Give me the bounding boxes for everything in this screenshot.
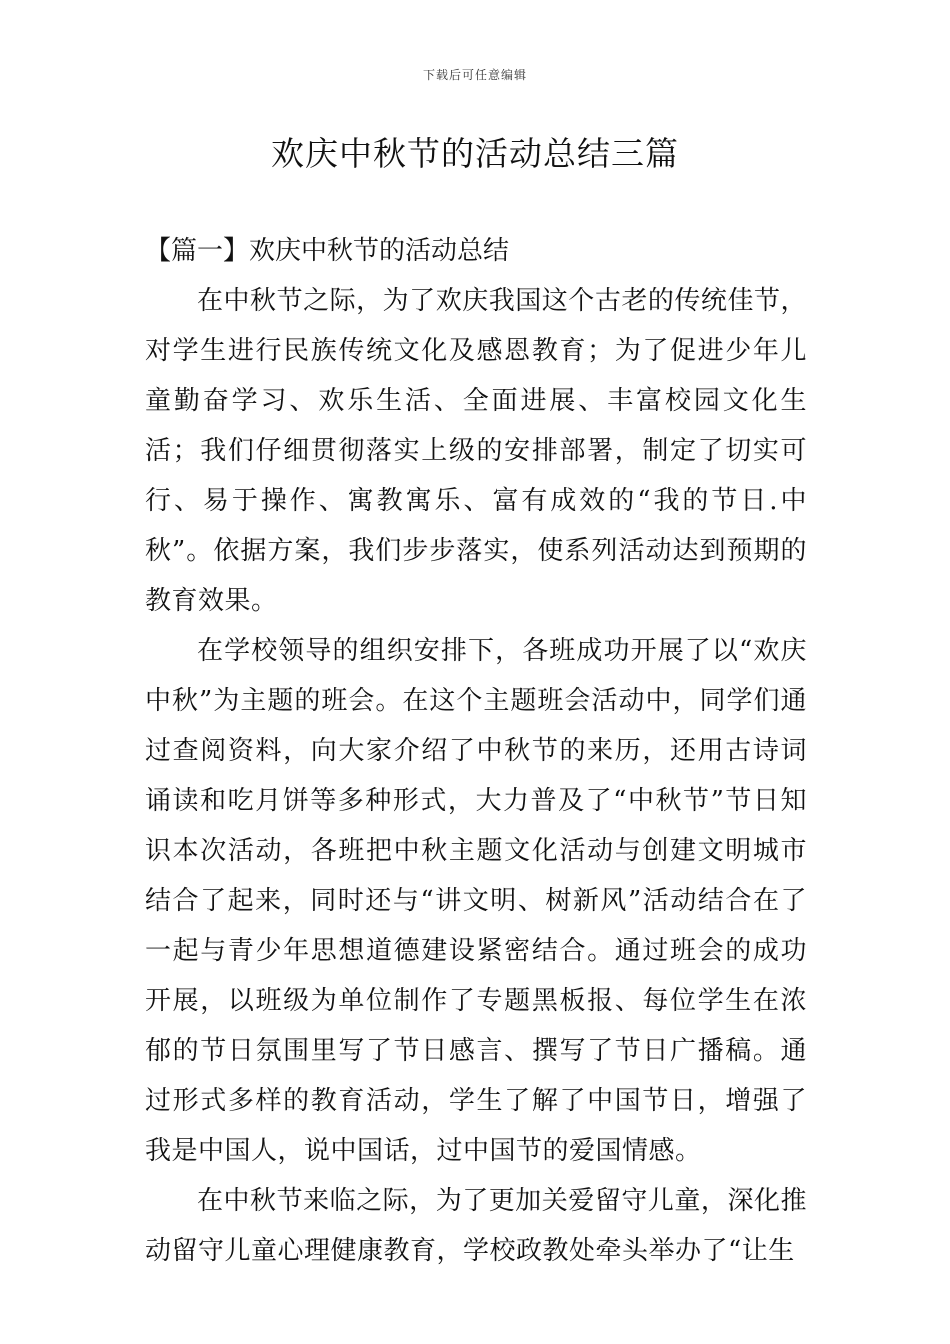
- paragraph: 在中秋节来临之际，为了更加关爱留守儿童，深化推动留守儿童心理健康教育，学校政教处牵头举办了“让生: [145, 1186, 807, 1266]
- document-title: 欢庆中秋节的活动总结三篇: [271, 134, 679, 173]
- paragraph: 在学校领导的组织安排下，各班成功开展了以“欢庆中秋”为主题的班会。在这个主题班会活动中，同学们通过查阅资料，向大家介绍了中秋节的来历，还用古诗词诵读和吃月饼等多种形式，大力普及了“中秋节”节日知识本次活动，各班把中秋主题文化活动与创建文明城市结合了起来，同时还与“讲文明、树新风”活动结合在了一起与青少年思想道德建设紧密结合。通过班会的成功开展，以班级为单位制作了专题黑板报、每位学生在浓郁的节日氛围里写了节日感言、撰写了节日广播稿。通过形式多样的教育活动，学生了解了中国节日，增强了我是中国人，说中国话，过中国节的爱国情感。: [145, 636, 807, 1166]
- section-heading: 【篇一】欢庆中秋节的活动总结: [145, 236, 510, 266]
- paragraph: 在中秋节之际，为了欢庆我国这个古老的传统佳节，对学生进行民族传统文化及感恩教育；为了促进少年儿童勤奋学习、欢乐生活、全面进展、丰富校园文化生活；我们仔细贯彻落实上级的安排部署，制定了切实可行、易于操作、寓教寓乐、富有成效的“我的节日.中秋”。依据方案，我们步步落实，使系列活动达到预期的教育效果。: [145, 286, 807, 616]
- document-body: [145, 226, 807, 1276]
- header-note: 下载后可任意编辑: [422, 68, 527, 82]
